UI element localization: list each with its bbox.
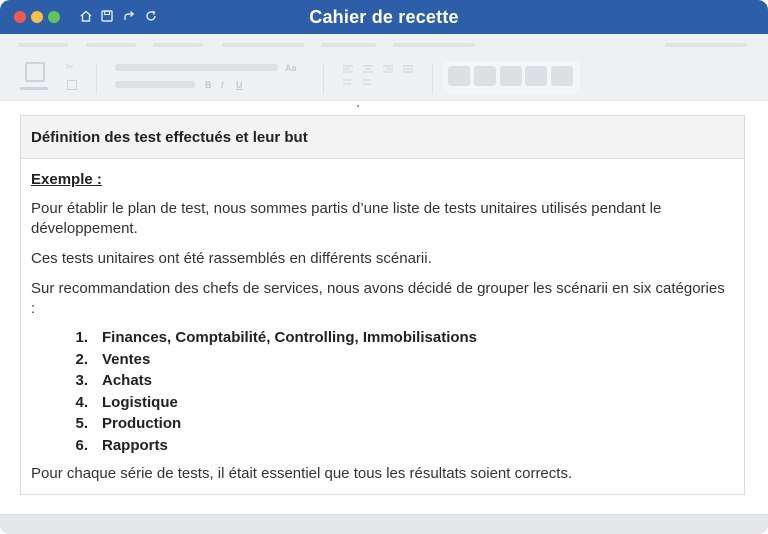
example-heading: Exemple : bbox=[31, 171, 102, 188]
list-item bbox=[31, 435, 731, 457]
ribbon-tab[interactable] bbox=[86, 43, 136, 47]
list-item bbox=[31, 327, 731, 349]
list-number: 5. bbox=[75, 415, 88, 432]
ribbon-tab[interactable] bbox=[321, 43, 376, 47]
list-number: 4. bbox=[75, 393, 88, 411]
ribbon-tab[interactable] bbox=[222, 43, 304, 47]
underline-button[interactable]: U bbox=[236, 80, 243, 90]
title-bar bbox=[0, 0, 768, 34]
paragraph-closing: Pour chaque série de tests, il était essentiel que tous les résultats soient corrects. bbox=[31, 465, 573, 482]
ribbon-separator bbox=[96, 64, 97, 94]
paragraph-intro: Pour établir le plan de test, nous sommes partis d’une liste de tests unitaires utilisés pendant le développement. bbox=[31, 200, 662, 237]
table-header-text: Définition des test effectués et leur but bbox=[31, 129, 308, 146]
copy-icon[interactable] bbox=[67, 80, 77, 90]
ribbon-separator bbox=[432, 64, 433, 94]
paste-icon[interactable] bbox=[25, 62, 45, 82]
list-label: Finances, Comptabilité, Controlling, Immobilisations bbox=[102, 329, 478, 346]
list-number: 6. bbox=[75, 436, 88, 454]
font-size-select[interactable] bbox=[115, 81, 195, 88]
list-label: Achats bbox=[102, 372, 153, 389]
cursor-marker bbox=[357, 105, 359, 107]
ribbon-tab[interactable] bbox=[153, 43, 203, 47]
ribbon-tab[interactable] bbox=[393, 43, 475, 47]
content-table bbox=[20, 115, 745, 495]
list-item bbox=[31, 349, 731, 371]
italic-button[interactable]: I bbox=[221, 80, 224, 90]
bold-button[interactable]: B bbox=[205, 80, 212, 90]
list-label: Ventes bbox=[102, 350, 151, 368]
list-label: Production bbox=[102, 415, 182, 432]
table-header-cell bbox=[21, 116, 744, 159]
status-bar bbox=[0, 514, 768, 534]
style-swatch[interactable] bbox=[525, 66, 547, 86]
cut-icon[interactable]: ✂ bbox=[66, 62, 75, 73]
ribbon-toolbar bbox=[0, 34, 768, 101]
paste-label-placeholder bbox=[20, 87, 48, 90]
ribbon-separator bbox=[323, 64, 324, 94]
document-area bbox=[0, 101, 768, 514]
paragraph-align-group[interactable] bbox=[343, 64, 403, 88]
font-case-glyph[interactable]: Aa bbox=[285, 63, 297, 73]
list-label: Rapports bbox=[102, 436, 168, 454]
style-swatch[interactable] bbox=[500, 66, 522, 86]
list-item bbox=[31, 392, 731, 414]
list-number: 3. bbox=[75, 372, 88, 389]
paragraph-categories: Sur recommandation des chefs de services, nous avons décidé de grouper les scénarii en six catégories : bbox=[31, 280, 725, 317]
category-list bbox=[31, 327, 731, 456]
font-family-select[interactable] bbox=[115, 64, 278, 71]
list-number: 2. bbox=[75, 350, 88, 368]
list-item bbox=[31, 413, 731, 435]
table-body-cell bbox=[31, 170, 731, 494]
paragraph-scenarios: Ces tests unitaires ont été rassemblés en différents scénarii. bbox=[31, 250, 432, 267]
ribbon-tab[interactable] bbox=[665, 43, 747, 47]
style-swatch[interactable] bbox=[474, 66, 496, 86]
window-title: Cahier de recette bbox=[309, 7, 459, 27]
list-item bbox=[31, 370, 731, 392]
list-label: Logistique bbox=[102, 393, 178, 411]
style-swatch[interactable] bbox=[448, 66, 470, 86]
list-number: 1. bbox=[75, 329, 88, 346]
ribbon-tab[interactable] bbox=[18, 43, 68, 47]
style-swatch[interactable] bbox=[551, 66, 573, 86]
